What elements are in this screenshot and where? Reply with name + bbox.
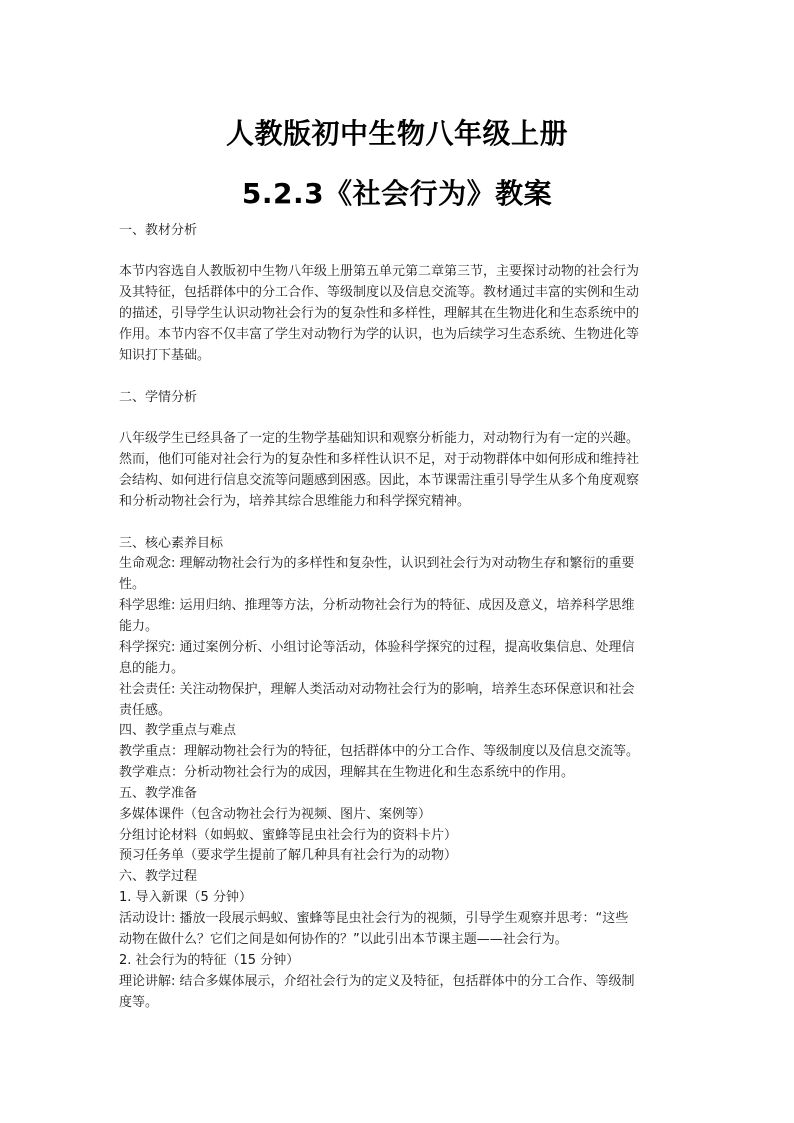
- paragraph-line: 科学思维: 运用归纳、推理等方法，分析动物社会行为的特征、成因及意义，培养科学思维: [119, 598, 635, 613]
- section-heading: 四、教学重点与难点: [119, 723, 237, 738]
- paragraph-line: 生命观念: 理解动物社会行为的多样性和复杂性，认识到社会行为对动物生存和繁衍的重要: [119, 556, 635, 571]
- paragraph-line: 作用。本节内容不仅丰富了学生对动物行为学的认识，也为后续学习生态系统、生物进化等: [119, 327, 640, 342]
- paragraph-line: 动物在做什么？它们之间是如何协作的？”以此引出本节课主题——社会行为。: [119, 932, 568, 947]
- subsection-heading: 2. 社会行为的特征（15 分钟）: [119, 953, 300, 968]
- paragraph-line: 科学探究: 通过案例分析、小组讨论等活动，体验科学探究的过程，提高收集信息、处理信: [119, 640, 635, 655]
- paragraph-line: 会结构、如何进行信息交流等问题感到困惑。因此，本节课需注重引导学生从多个角度观察: [119, 473, 640, 488]
- section-heading: 三、核心素养目标: [119, 536, 224, 551]
- paragraph-line: 然而，他们可能对社会行为的复杂性和多样性认识不足，对于动物群体中如何形成和维持社: [119, 452, 640, 467]
- paragraph-line: 和分析动物社会行为，培养其综合思维能力和科学探究精神。: [119, 494, 471, 509]
- subsection-heading: 1. 导入新课（5 分钟）: [119, 890, 252, 905]
- paragraph-line: 性。: [119, 577, 146, 592]
- section-heading: 五、教学准备: [119, 786, 198, 801]
- paragraph-line: 及其特征，包括群体中的分工合作、等级制度以及信息交流等。教材通过丰富的实例和生动: [119, 285, 640, 300]
- paragraph-line: 理论讲解: 结合多媒体展示，介绍社会行为的定义及特征，包括群体中的分工合作、等级制: [119, 974, 635, 989]
- paragraph-line: 分组讨论材料（如蚂蚁、蜜蜂等昆虫社会行为的资料卡片）: [119, 828, 458, 843]
- paragraph-line: 教学难点：分析动物社会行为的成因，理解其在生物进化和生态系统中的作用。: [119, 765, 575, 780]
- paragraph-line: 度等。: [119, 995, 159, 1010]
- section-heading: 一、教材分析: [119, 223, 198, 238]
- paragraph-line: 息的能力。: [119, 661, 185, 676]
- section-heading: 二、学情分析: [119, 390, 198, 405]
- section-heading: 六、教学过程: [119, 869, 198, 884]
- document-subtitle: 5.2.3《社会行为》教案: [241, 177, 553, 210]
- paragraph-line: 八年级学生已经具备了一定的生物学基础知识和观察分析能力，对动物行为有一定的兴趣。: [119, 431, 640, 446]
- paragraph-line: 活动设计: 播放一段展示蚂蚁、蜜蜂等昆虫社会行为的视频，引导学生观察并思考：“这些: [119, 911, 629, 926]
- paragraph-line: 教学重点：理解动物社会行为的特征，包括群体中的分工合作、等级制度以及信息交流等。: [119, 744, 640, 759]
- paragraph-line: 能力。: [119, 619, 159, 634]
- document-title: 人教版初中生物八年级上册: [225, 117, 568, 150]
- paragraph-line: 责任感。: [119, 703, 172, 718]
- paragraph-line: 多媒体课件（包含动物社会行为视频、图片、案例等）: [119, 807, 432, 822]
- paragraph-line: 本节内容选自人教版初中生物八年级上册第五单元第二章第三节，主要探讨动物的社会行为: [119, 264, 640, 279]
- paragraph-line: 知识打下基础。: [119, 348, 211, 363]
- paragraph-line: 预习任务单（要求学生提前了解几种具有社会行为的动物）: [119, 848, 458, 863]
- paragraph-line: 社会责任: 关注动物保护，理解人类活动对动物社会行为的影响，培养生态环保意识和社会: [119, 682, 635, 697]
- paragraph-line: 的描述，引导学生认识动物社会行为的复杂性和多样性，理解其在生物进化和生态系统中的: [119, 306, 640, 321]
